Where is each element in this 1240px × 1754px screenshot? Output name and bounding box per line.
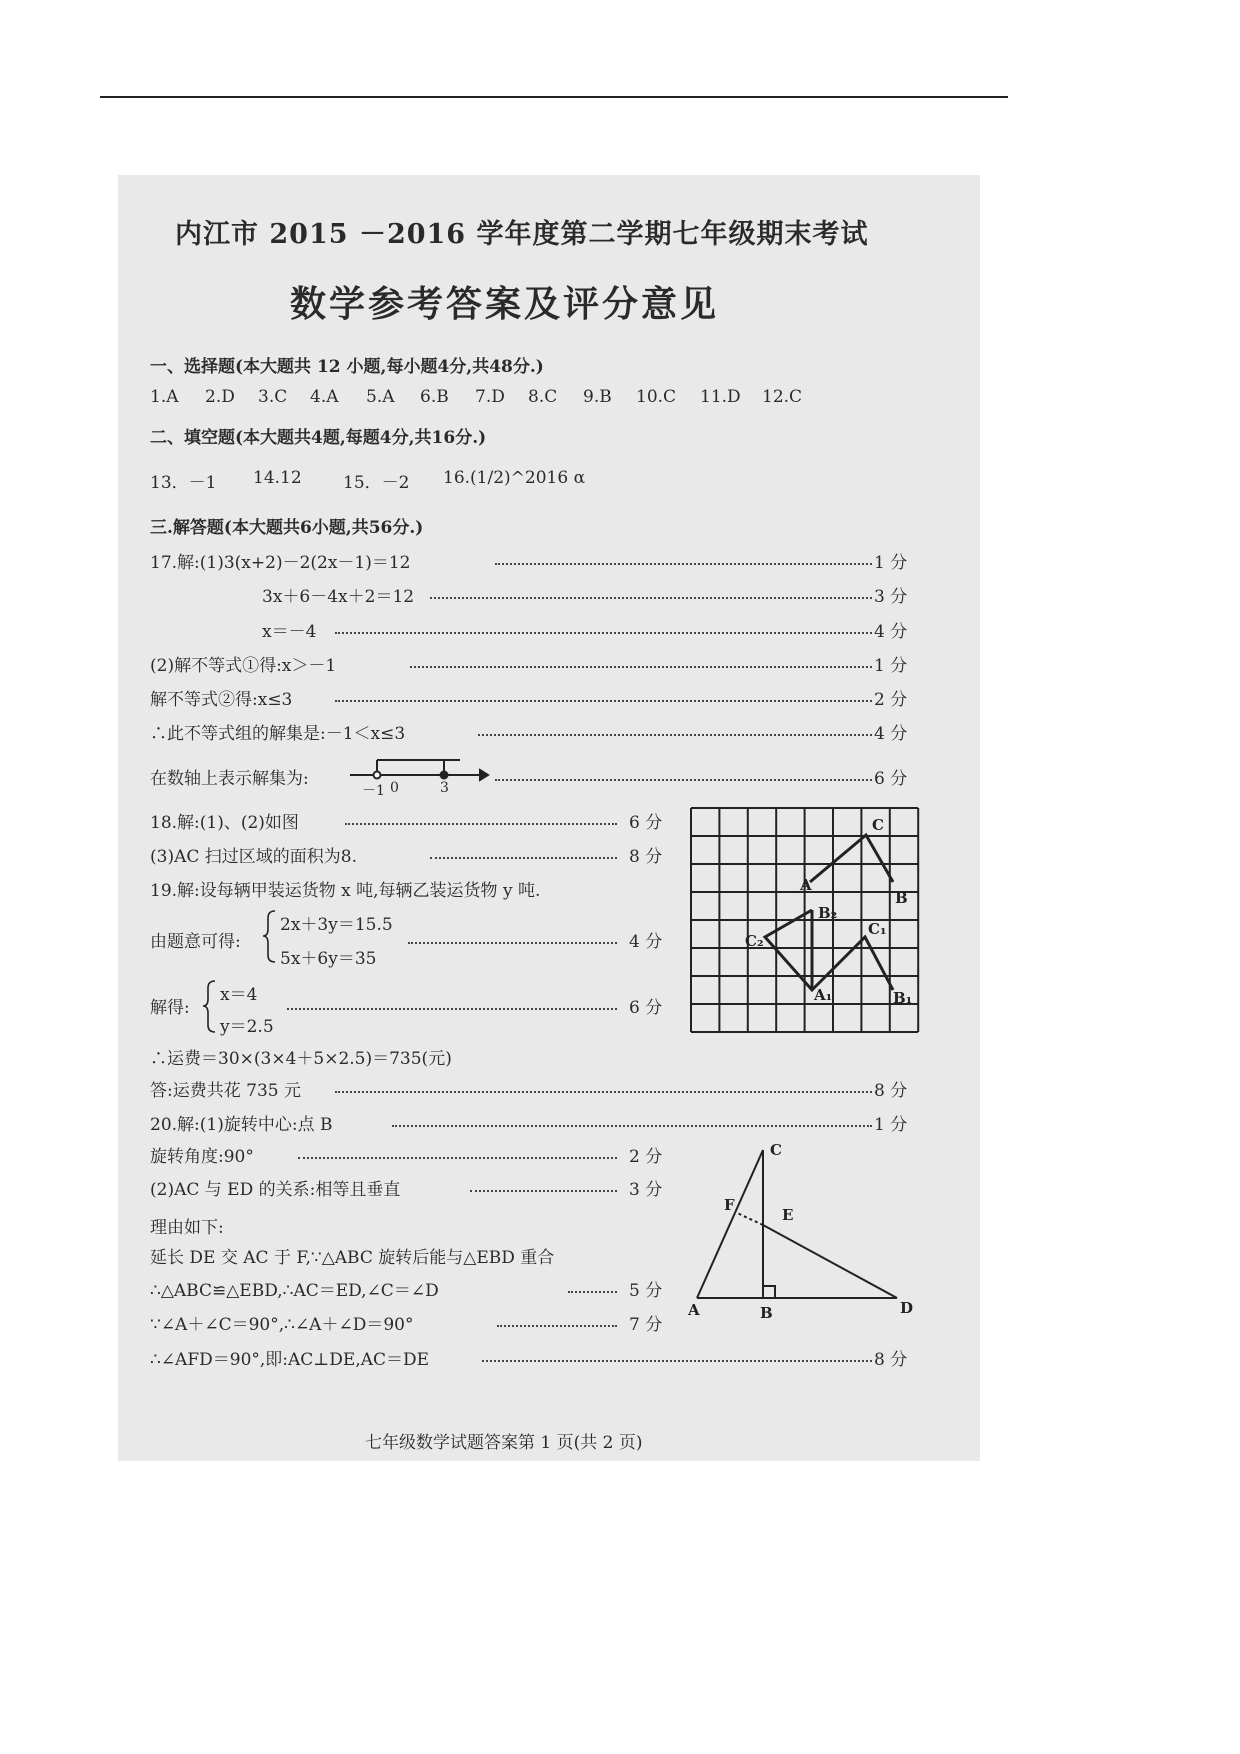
label-B2: B₂	[818, 904, 838, 922]
section-1-heading: 一、选择题(本大题共 12 小题,每小题4分,共48分.)	[150, 357, 544, 377]
tri-label-C: C	[770, 1141, 782, 1159]
answer-line: ∴运费＝30×(3×4＋5×2.5)＝735(元)	[150, 1049, 452, 1069]
score: 3 分	[874, 587, 908, 607]
answer-line: 18.解:(1)、(2)如图	[150, 813, 299, 833]
section-3-heading: 三.解答题(本大题共6小题,共56分.)	[150, 518, 424, 538]
score: 1 分	[874, 1115, 908, 1135]
answer-line: 3x＋6－4x＋2＝12	[262, 587, 415, 607]
mc-answer: 12.C	[762, 387, 803, 407]
mc-answer: 8.C	[528, 387, 558, 407]
answer-line: (2)解不等式①得:x＞－1	[150, 656, 337, 676]
system-eq-1: 2x＋3y＝15.5	[280, 915, 393, 935]
mc-answer: 3.C	[258, 387, 288, 407]
score: 4 分	[629, 932, 663, 952]
score: 7 分	[629, 1315, 663, 1335]
fill-15: 15．－2	[343, 473, 410, 493]
answer-line: x＝－4	[262, 622, 317, 642]
triangle-figure	[697, 1150, 897, 1298]
label-A1: A₁	[814, 986, 833, 1004]
mc-answer: 6.B	[420, 387, 449, 407]
number-line	[350, 760, 488, 780]
fill-14: 14.12	[253, 468, 302, 488]
score: 3 分	[629, 1180, 663, 1200]
score: 4 分	[874, 724, 908, 744]
mc-answer: 9.B	[583, 387, 612, 407]
score: 6 分	[874, 769, 908, 789]
page-footer: 七年级数学试题答案第 1 页(共 2 页)	[365, 1433, 643, 1453]
label-C2: C₂	[745, 932, 764, 950]
fill-13: 13．－1	[150, 473, 217, 493]
answer-line: 理由如下:	[150, 1218, 224, 1238]
answer-line: ∴此不等式组的解集是:－1＜x≤3	[150, 724, 406, 744]
mc-answer: 7.D	[475, 387, 505, 407]
mc-answer: 10.C	[636, 387, 677, 407]
solution-x: x＝4	[220, 985, 258, 1005]
tri-label-B: B	[760, 1304, 773, 1322]
answer-line: ∴△ABC≌△EBD,∴AC＝ED,∠C＝∠D	[150, 1281, 439, 1301]
mc-answer: 2.D	[205, 387, 235, 407]
answer-line: 由题意可得:	[150, 932, 241, 952]
answer-line: ∵∠A＋∠C＝90°,∴∠A＋∠D＝90°	[150, 1315, 414, 1335]
label-C: C	[872, 816, 884, 834]
score: 1 分	[874, 656, 908, 676]
label-B1: B₁	[893, 989, 913, 1007]
brace-icon	[203, 981, 215, 1032]
tri-label-F: F	[724, 1196, 735, 1214]
system-eq-2: 5x＋6y＝35	[280, 949, 377, 969]
numline-label-neg1: －1	[362, 783, 385, 799]
score: 2 分	[874, 690, 908, 710]
doc-title: 数学参考答案及评分意见	[290, 283, 720, 325]
score: 6 分	[629, 813, 663, 833]
score: 2 分	[629, 1147, 663, 1167]
tri-label-E: E	[782, 1206, 794, 1224]
score: 8 分	[629, 847, 663, 867]
mc-answer: 11.D	[700, 387, 741, 407]
answer-line: 延长 DE 交 AC 于 F,∵△ABC 旋转后能与△EBD 重合	[150, 1248, 555, 1268]
score: 8 分	[874, 1081, 908, 1101]
brace-icon	[263, 911, 275, 962]
answer-line: 旋转角度:90°	[150, 1147, 254, 1167]
brace-icons	[203, 911, 275, 1032]
answer-line: 在数轴上表示解集为:	[150, 769, 309, 789]
answer-line: 解得:	[150, 998, 190, 1018]
section-2-heading: 二、填空题(本大题共4题,每题4分,共16分.)	[150, 428, 487, 448]
numline-label-3: 3	[440, 780, 449, 796]
mc-answer: 5.A	[366, 387, 395, 407]
tri-label-A: A	[688, 1301, 700, 1319]
mc-answer: 4.A	[310, 387, 339, 407]
answer-line: 答:运费共花 735 元	[150, 1081, 301, 1101]
solution-y: y＝2.5	[220, 1017, 274, 1037]
score: 1 分	[874, 553, 908, 573]
score: 8 分	[874, 1350, 908, 1370]
score: 6 分	[629, 998, 663, 1018]
answer-line: (3)AC 扫过区域的面积为8.	[150, 847, 357, 867]
fill-16: 16.(1/2)^2016 α	[443, 468, 586, 488]
answer-line: 19.解:设每辆甲装运货物 x 吨,每辆乙装运货物 y 吨.	[150, 881, 541, 901]
score: 5 分	[629, 1281, 663, 1301]
score: 4 分	[874, 622, 908, 642]
numline-label-0: 0	[390, 780, 399, 796]
answer-line: 解不等式②得:x≤3	[150, 690, 293, 710]
answer-line: 17.解:(1)3(x+2)－2(2x－1)＝12	[150, 553, 411, 573]
tri-label-D: D	[900, 1299, 914, 1317]
exam-title: 内江市 2015 －2016 学年度第二学期七年级期末考试	[175, 219, 869, 250]
label-A: A	[800, 876, 812, 894]
answer-line: 20.解:(1)旋转中心:点 B	[150, 1115, 333, 1135]
label-C1: C₁	[868, 920, 887, 938]
label-B: B	[895, 889, 908, 907]
answer-line: (2)AC 与 ED 的关系:相等且垂直	[150, 1180, 401, 1200]
answer-line: ∴∠AFD＝90°,即:AC⊥DE,AC＝DE	[150, 1350, 430, 1370]
mc-answer: 1.A	[150, 387, 179, 407]
